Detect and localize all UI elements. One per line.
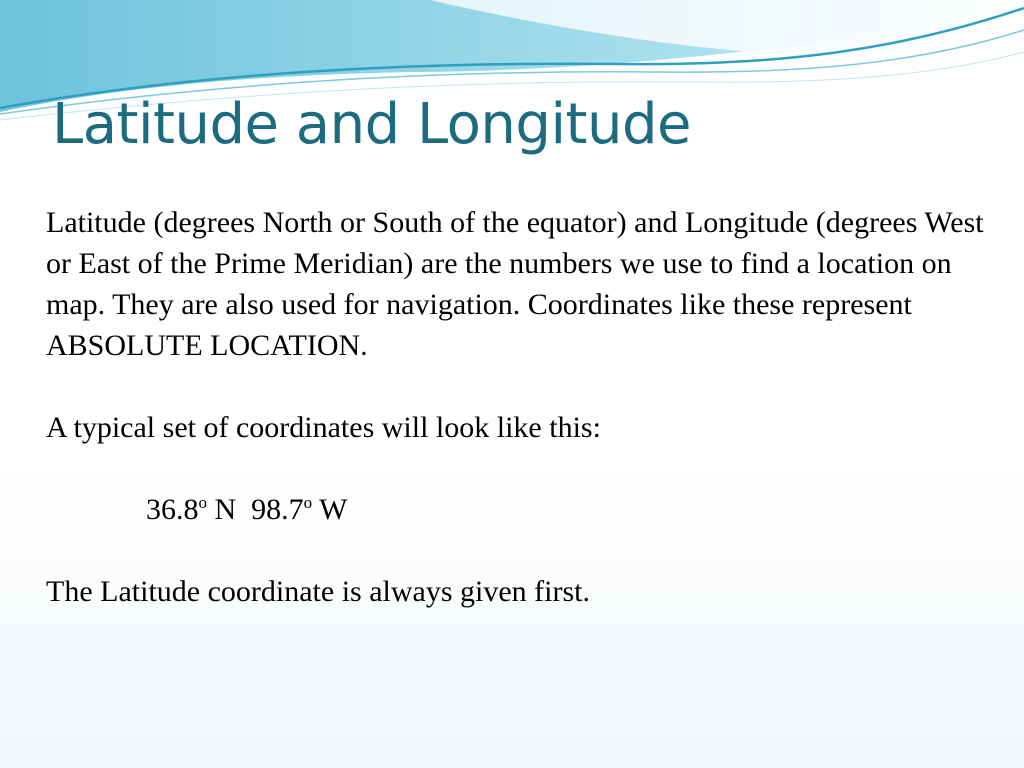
spacer [46, 448, 996, 489]
degree-symbol: o [303, 493, 313, 512]
degree-symbol: o [198, 493, 207, 512]
spacer [46, 366, 996, 407]
paragraph-example-intro: A typical set of coordinates will look like this: [46, 411, 601, 444]
longitude-value: 98.7 [251, 493, 304, 526]
coordinates-example [46, 489, 996, 530]
longitude-direction: W [312, 493, 348, 526]
paragraph-order-note: The Latitude coordinate is always given first. [46, 575, 590, 608]
spacer [46, 530, 996, 571]
slide-title: Latitude and Longitude [52, 92, 691, 157]
latitude-direction: N [207, 493, 252, 526]
slide-body [46, 202, 996, 612]
latitude-value: 36.8 [146, 493, 199, 526]
paragraph-definition: Latitude (degrees North or South of the equator) and Longitude (degrees West or East of the Prime Meridian) are the numbers we use to find a location on map. They are also used for navigation. Coordinates like these represent ABSOLUTE LOCATION. [46, 206, 984, 362]
